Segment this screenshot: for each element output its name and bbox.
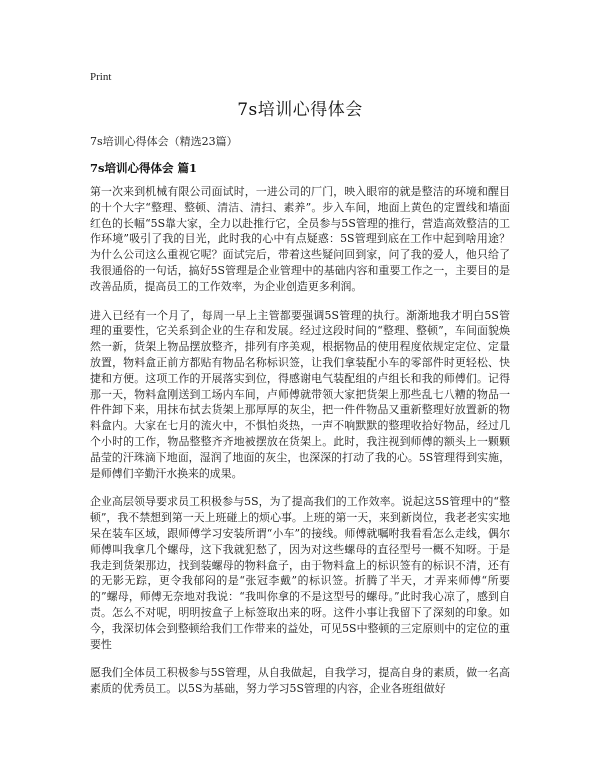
page-title: 7s培训心得体会 <box>237 100 363 120</box>
document-subtitle: 7s培训心得体会（精选23篇） <box>90 135 238 148</box>
print-link[interactable]: Print <box>90 71 112 83</box>
article-body <box>90 184 510 710</box>
paragraph-1: 第一次来到机械有限公司面试时，一进公司的厂门，映入眼帘的就是整洁的环境和醒目的十个大字“整理、整顿、清洁、清扫、素养”。步入车间，地面上黄色的定置线和墙面红色的长幅“5S靠大家，全力以赴推行它，全员参与5S管理的推行，营造高效整洁的工作环境”吸引了我的目光，此时我的心中有点疑惑：5S管理到底在工作中起到啥用途？为什么公司这么重视它呢？面试完后，带着这些疑问回到家，问了我的爱人，他只给了我很通俗的一句话，搞好5S管理是企业管理中的基础内容和重要工作之一，主要目的是改善品质，提高员工的工作效率，为企业创造更多利润。 <box>90 185 510 293</box>
paragraph-4: 愿我们全体员工积极参与5S管理，从自我做起，自我学习，提高自身的素质，做一名高素质的优秀员工。以5S为基础，努力学习5S管理的内容，企业各班组做好 <box>90 666 510 696</box>
section-heading: 7s培训心得体会 篇1 <box>90 161 197 175</box>
paragraph-2: 进入已经有一个月了，每周一早上主管都要强调5S管理的执行。渐渐地我才明白5S管理的重要性，它关系到企业的生存和发展。经过这段时间的“整理、整顿”，车间面貌焕然一新，货架上物品摆放整齐，排列有序美观，根据物品的使用程度依规定定位、定量放置，物料盒正前方都贴有物品名称标识签，让我们拿装配小车的零部件时更轻松、快捷和方便。这项工作的开展落实到位，得感谢电气装配组的卢组长和我的师傅们。记得那一天，物料盒刚送到工场内车间，卢师傅就带领大家把货架上那些乱七八糟的物品一件件卸下来，用抹布拭去货架上那厚厚的灰尘，把一件件物品又重新整理好放置新的物料盒内。大家在七月的流火中，不惧怕炎热，一声不响默默的整理收拾好物品，经过几个小时的工作，物品整整齐齐地被摆放在货架上。此时，我注视到师傅的额头上一颗颗晶莹的汗珠滴下地面，湿润了地面的灰尘，也深深的打动了我的心。5S管理得到实施，是师傅们辛勤汗水换来的成果。 <box>90 308 510 480</box>
paragraph-3: 企业高层领导要求员工积极参与5S，为了提高我们的工作效率。说起这5S管理中的“整顿”，我不禁想到第一天上班碰上的烦心事。上班的第一天，来到新岗位，我老老实实地呆在装车区域，跟师傅学习安装所谓“小车”的接线。师傅就嘱咐我看看怎么走线，偶尔师傅叫我拿几个螺母，这下我就犯愁了，因为对这些螺母的直径型号一概不知呀。于是我走到货架那边，找到装螺母的物料盒子，由于物料盒上的标识签有的标识不清，还有的无影无踪，更令我郁闷的是“张冠李戴”的标识签。折腾了半天，才弄来师傅“所要的”螺母，师傅无奈地对我说：“我叫你拿的不是这型号的螺母。”此时我心凉了，感到自责。怎么不对呢，明明按盒子上标签取出来的呀。这件小事让我留下了深刻的印象。如今，我深切体会到整顿给我们工作带来的益处，可见5S中整顿的三定原则中的定位的重要性 <box>90 495 510 651</box>
